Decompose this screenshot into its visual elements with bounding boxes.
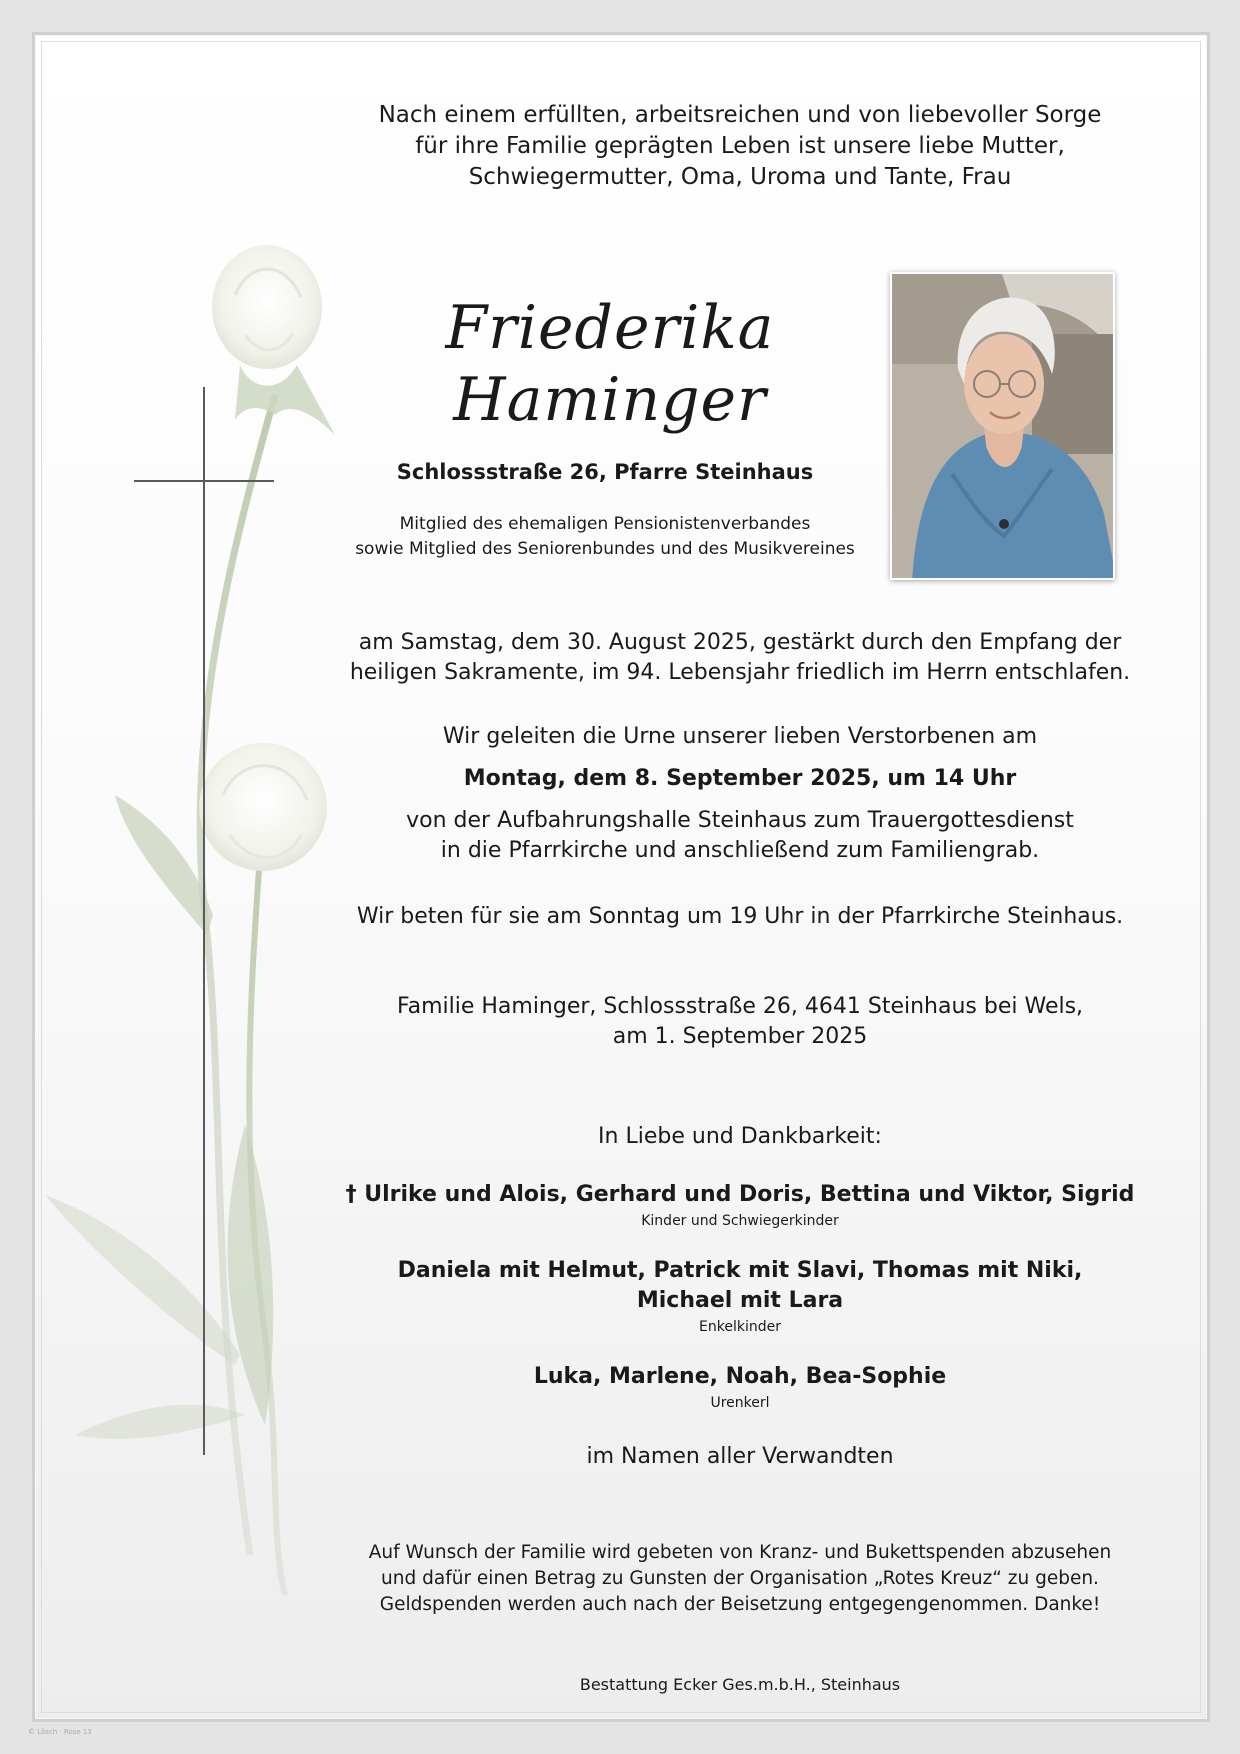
first-name: Friederika	[445, 293, 775, 363]
deceased-name	[400, 292, 820, 436]
intro-line: Nach einem erfüllten, arbeitsreichen und von liebevoller Sorge	[378, 102, 1102, 128]
family-line: am 1. September 2025	[612, 1024, 868, 1049]
last-name: Haminger	[453, 365, 767, 435]
intro-line: Schwiegermutter, Oma, Uroma und Tante, Frau	[468, 164, 1012, 190]
intro-text	[330, 100, 1150, 193]
death-line: heiligen Sakramente, im 94. Lebensjahr friedlich im Herrn entschlafen.	[349, 660, 1131, 685]
rose-leaf	[228, 1125, 274, 1425]
children-names: † Ulrike und Alois, Gerhard und Doris, Bettina und Viktor, Sigrid	[345, 1182, 1135, 1207]
rose-leaf	[75, 1405, 245, 1439]
donation-notice	[330, 1540, 1150, 1618]
great-grandchildren-role: Urenkerl	[710, 1395, 770, 1411]
route-line: von der Aufbahrungshalle Steinhaus zum Trauergottesdienst	[406, 808, 1074, 833]
death-notice	[330, 628, 1150, 688]
family-line: Familie Haminger, Schlossstraße 26, 4641 Steinhaus bei Wels,	[396, 994, 1084, 1019]
rose-leaf	[45, 1195, 240, 1365]
thanks-heading: In Liebe und Dankbarkeit:	[598, 1124, 882, 1149]
membership-line: Mitglied des ehemaligen Pensionistenverbandes	[399, 514, 811, 534]
children-role: Kinder und Schwiegerkinder	[641, 1213, 839, 1229]
family-address	[330, 992, 1150, 1052]
great-grandchildren-names: Luka, Marlene, Noah, Bea-Sophie	[533, 1364, 947, 1389]
undertaker-name: Bestattung Ecker Ges.m.b.H., Steinhaus	[579, 1675, 901, 1694]
rose-bloom	[199, 743, 327, 871]
grandchildren-line: Daniela mit Helmut, Patrick mit Slavi, Thomas mit Niki,	[397, 1258, 1083, 1283]
donation-line: Auf Wunsch der Familie wird gebeten von Kranz- und Bukettspenden abzusehen	[368, 1542, 1112, 1563]
donation-line: und dafür einen Betrag zu Gunsten der Organisation „Rotes Kreuz“ zu geben.	[381, 1568, 1099, 1589]
imprint: © Lösch · Rose 13	[28, 1728, 92, 1736]
funeral-route	[330, 806, 1150, 866]
membership-text	[320, 512, 890, 562]
grandchildren-line: Michael mit Lara	[636, 1288, 844, 1313]
funeral-intro: Wir geleiten die Urne unserer lieben Verstorbenen am	[442, 724, 1038, 749]
death-line: am Samstag, dem 30. August 2025, gestärkt durch den Empfang der	[358, 630, 1122, 655]
route-line: in die Pfarrkirche und anschließend zum Familiengrab.	[440, 838, 1040, 863]
funeral-date: Montag, dem 8. September 2025, um 14 Uhr	[463, 766, 1017, 791]
grandchildren-role: Enkelkinder	[699, 1319, 781, 1335]
relatives-line: im Namen aller Verwandten	[586, 1444, 894, 1469]
portrait-photo	[890, 272, 1115, 580]
membership-line: sowie Mitglied des Seniorenbundes und des Musikvereines	[355, 539, 855, 559]
prayer-notice: Wir beten für sie am Sonntag um 19 Uhr in der Pfarrkirche Steinhaus.	[356, 904, 1124, 929]
grandchildren-names	[330, 1256, 1150, 1316]
intro-line: für ihre Familie geprägten Leben ist unsere liebe Mutter,	[415, 133, 1065, 159]
donation-line: Geldspenden werden auch nach der Beisetzung entgegengenommen. Danke!	[379, 1594, 1101, 1615]
deceased-address: Schlossstraße 26, Pfarre Steinhaus	[396, 460, 814, 484]
